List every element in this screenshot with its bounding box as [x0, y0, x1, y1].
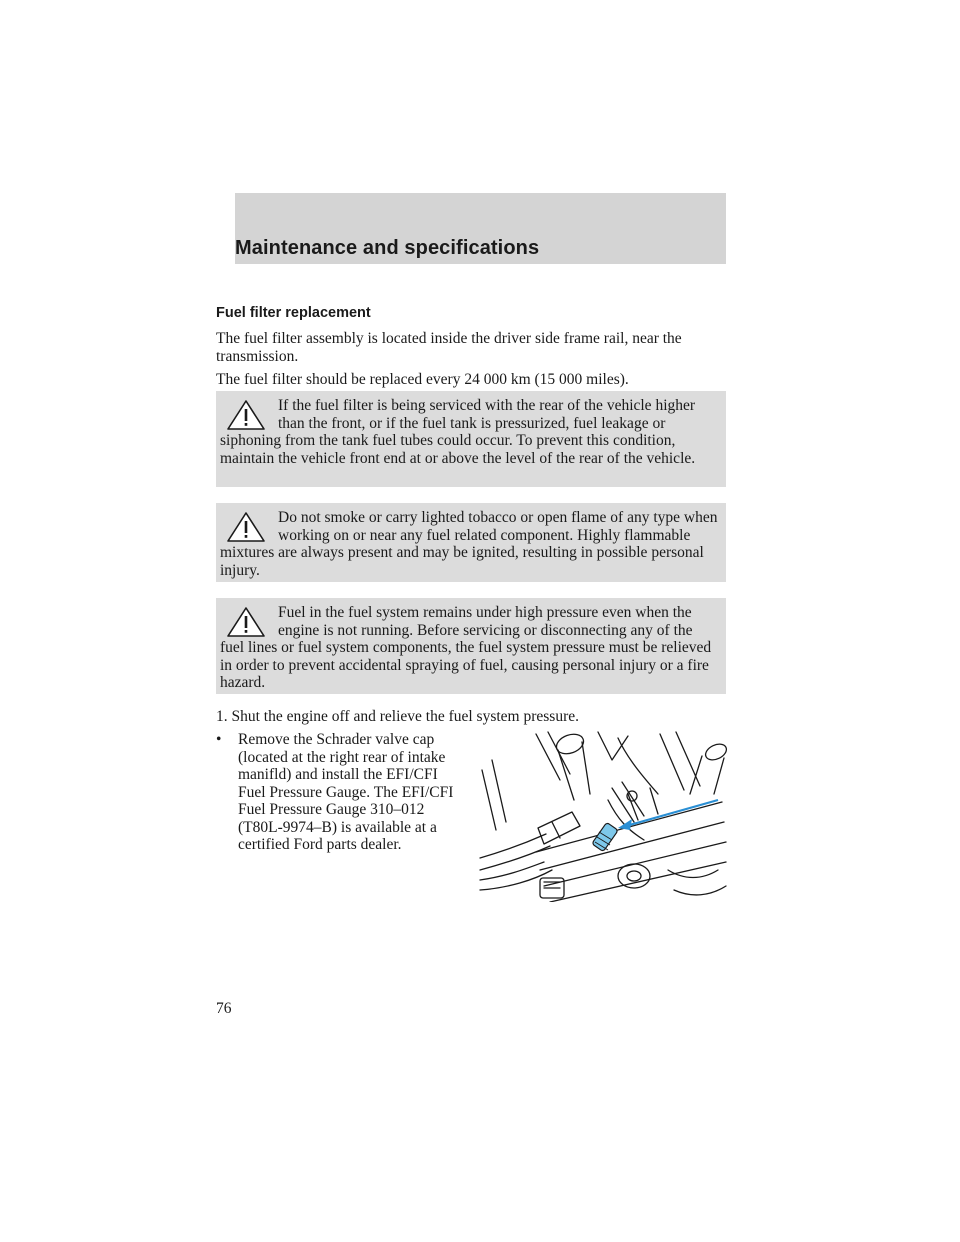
warning-box-siphoning	[216, 391, 726, 487]
paragraph-interval: The fuel filter should be replaced every 24 000 km (15 000 miles).	[216, 371, 629, 388]
step-1: 1. Shut the engine off and relieve the fuel system pressure.	[216, 708, 580, 725]
paragraph-location: The fuel filter assembly is located inside the driver side frame rail, near the transmission.	[216, 330, 682, 365]
warning-triangle-icon	[226, 606, 266, 638]
page-header-title: Maintenance and specifications	[235, 237, 540, 259]
schrader-valve-highlight	[592, 822, 618, 851]
bullet-symbol: •	[216, 731, 222, 748]
warning-box-pressure	[216, 598, 726, 694]
warning-text: Fuel in the fuel system remains under high pressure even when the engine is not running. Before servicing or disconnecting any of the fuel lines or fuel system components, the fuel system pressure must be relieved in order to prevent accidental spraying of fuel, causing personal injury or a fire hazard.	[220, 604, 712, 691]
warning-triangle-icon	[226, 399, 266, 431]
section-title: Fuel filter replacement	[216, 305, 371, 321]
warning-text: If the fuel filter is being serviced with the rear of the vehicle higher than the front, or if the fuel tank is pressurized, fuel leakage or siphoning from the tank fuel tubes could occur. To prevent this condition, maintain the vehicle front end at or above the level of the rear of the vehicle.	[220, 397, 696, 467]
schrader-valve-illustration	[478, 730, 728, 902]
warning-text: Do not smoke or carry lighted tobacco or open flame of any type when working on or near any fuel related component. Highly flammable mixtures are always present and may be ignited, resulting in possible personal injury.	[220, 509, 718, 579]
page-number: 76	[216, 1000, 232, 1017]
warning-triangle-icon	[226, 511, 266, 543]
warning-box-flame	[216, 503, 726, 582]
bullet-text: Remove the Schrader valve cap (located at the right rear of intake manifld) and install the EFI/CFI Fuel Pressure Gauge. The EFI/CFI Fuel Pressure Gauge 310–012 (T80L-9974–B) is available at a certified Ford parts dealer.	[238, 731, 454, 853]
